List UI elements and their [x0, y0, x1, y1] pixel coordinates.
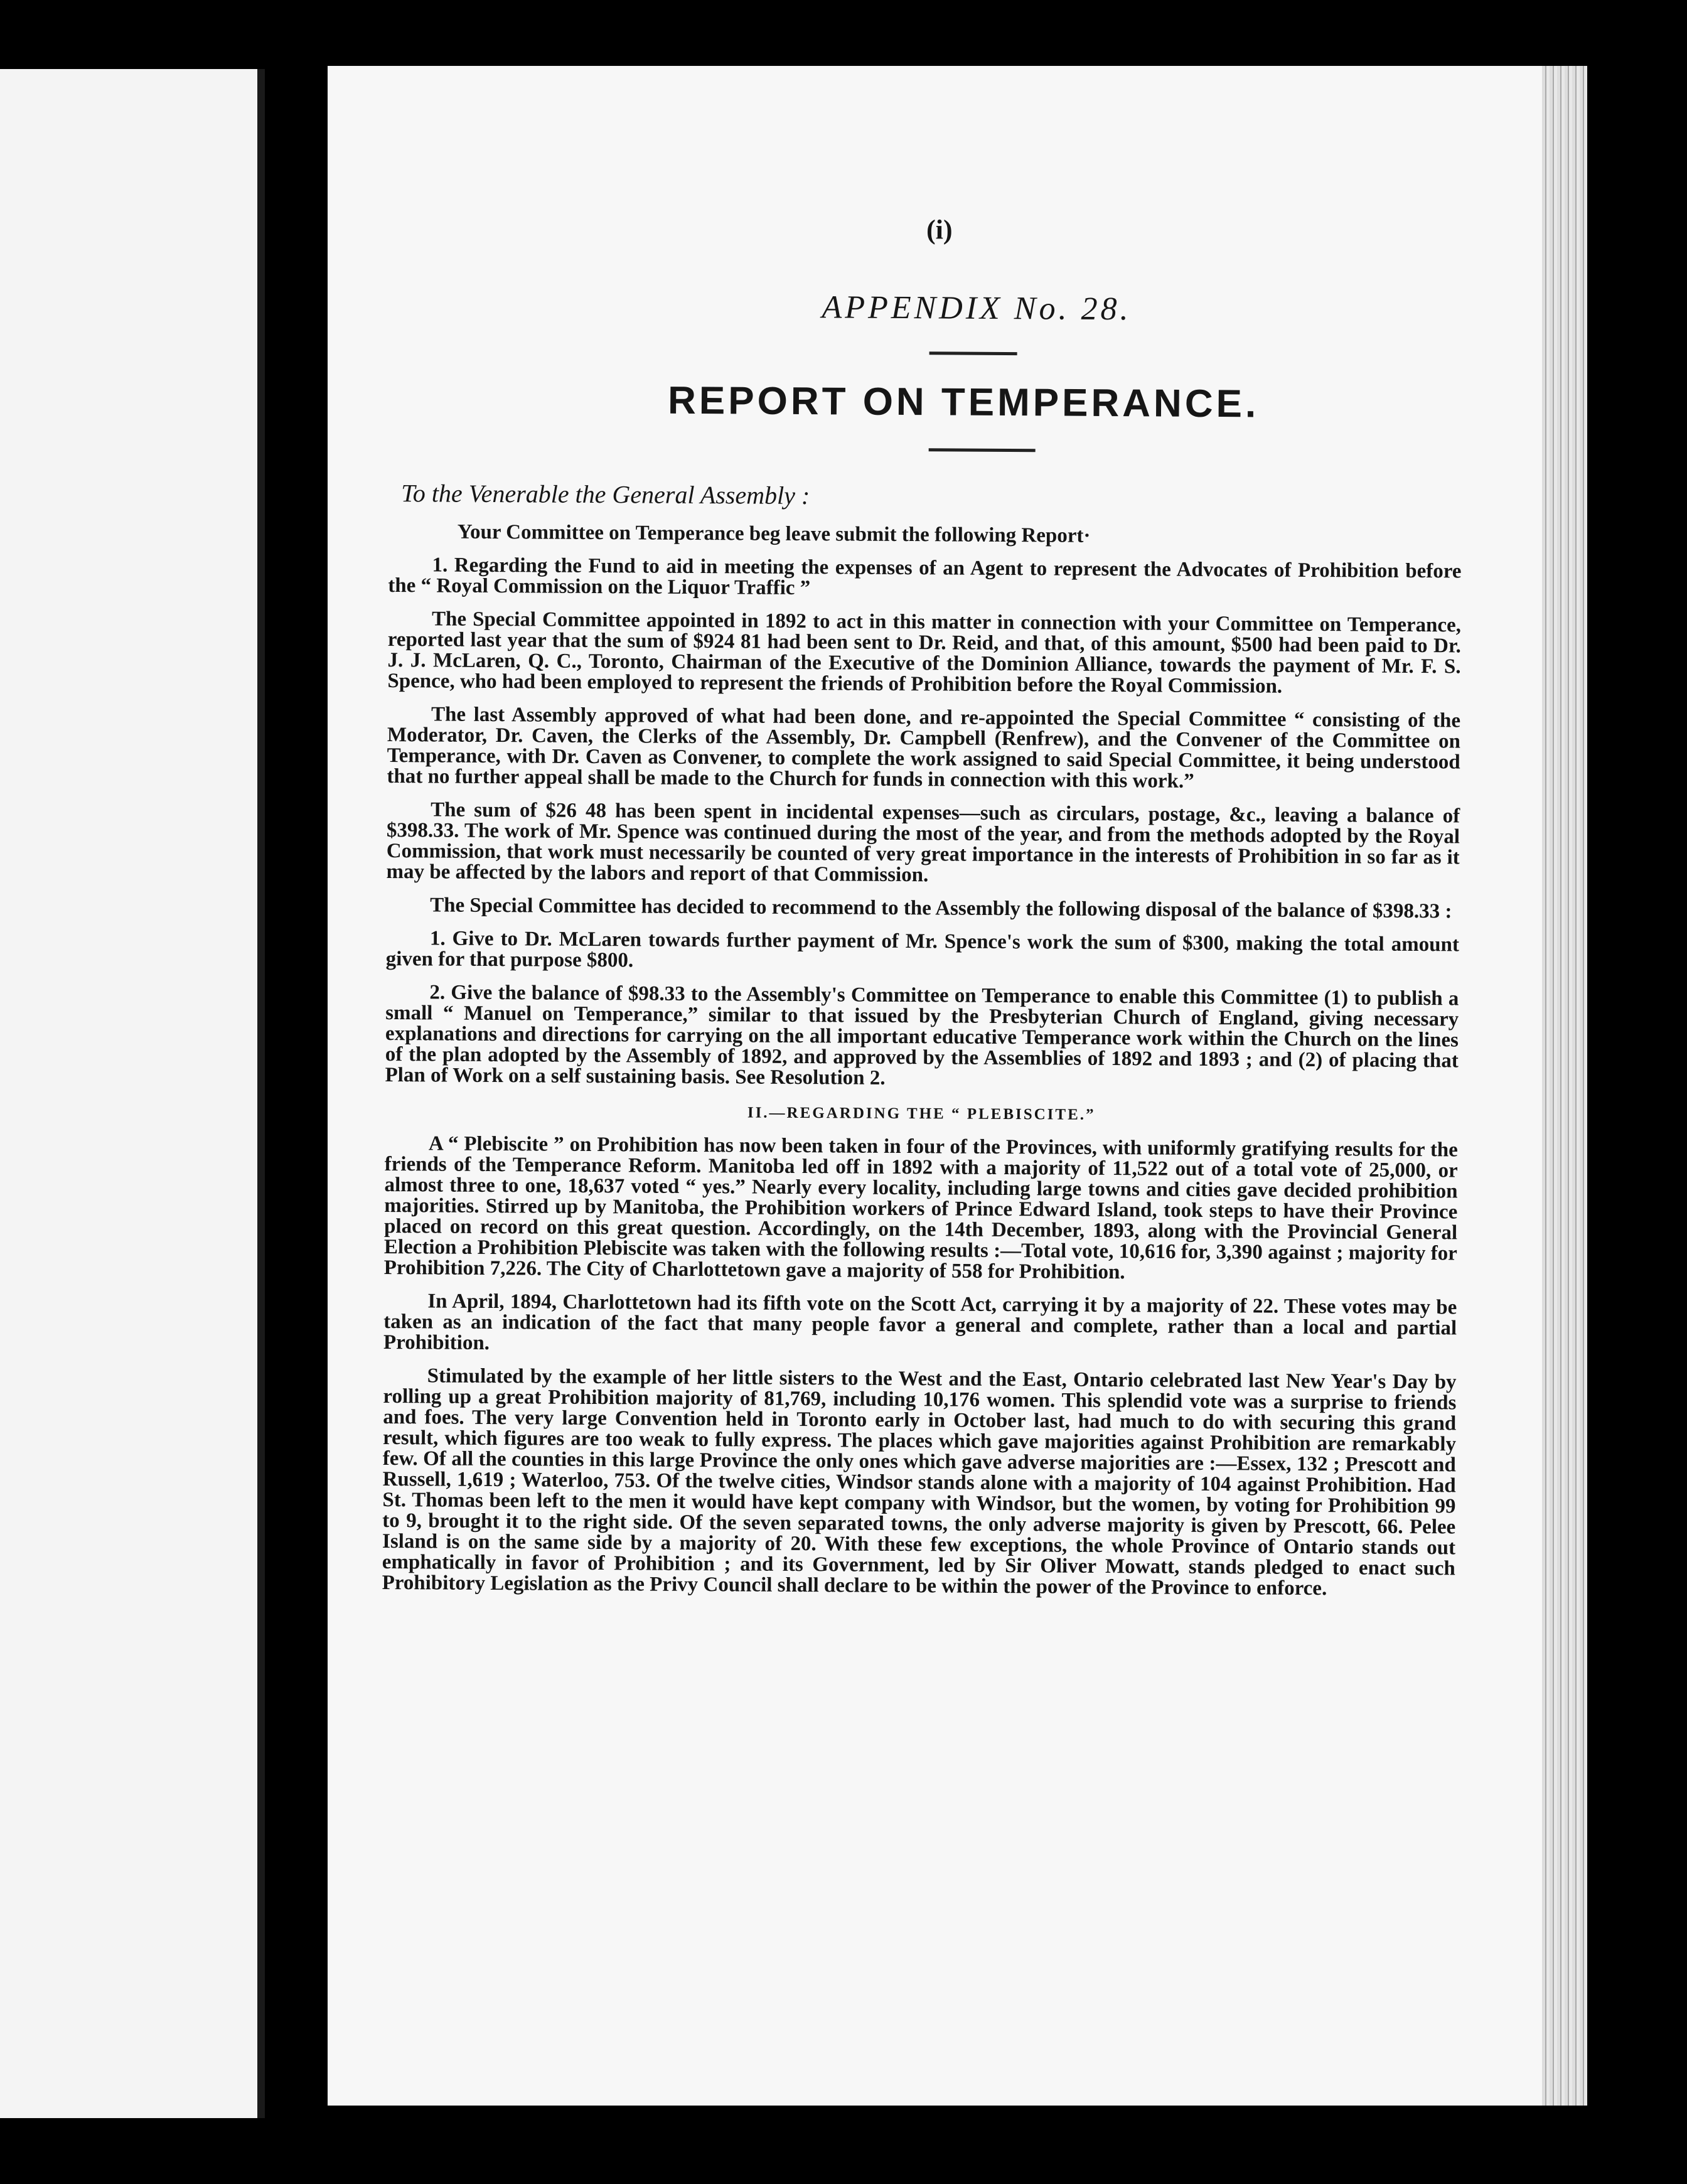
left-page-margin: [0, 69, 257, 2118]
page-content: [382, 210, 1464, 1612]
section-heading: II.—REGARDING THE “ PLEBISCITE.”: [747, 1104, 1096, 1123]
body-paragraph: The sum of $26 48 has been spent in incidental expenses—such as circulars, postage, &c., leaving a balance of $398.33. The work of Mr. Spence was continued during the most of the year, and from the methods adopted by the Royal Commission, that work must necessarily be counted of very great importance in the interests of Prohibition in so far as it may be affected by the labors and report of that Commission.: [386, 798, 1460, 887]
appendix-heading: APPENDIX No. 28.: [822, 289, 1132, 328]
title-rule: [929, 448, 1036, 452]
page-folio: (i): [926, 214, 953, 245]
salutation: To the Venerable the General Assembly :: [401, 479, 810, 510]
document-page: [328, 66, 1542, 2106]
body-paragraph: The Special Committee appointed in 1892 to act in this matter in connection with your Committee on Temperance, reported last year that the sum of $924 81 had been sent to Dr. Reid, and that, of this amount, $500 had been paid to Dr. J. J. McLaren, Q. C., Toronto, Chairman of the Executive of the Dominion Alliance, towards the payment of Mr. F. S. Spence, who had been employed to represent the friends of Prohibition before the Royal Commission.: [387, 608, 1462, 698]
report-title: REPORT ON TEMPERANCE.: [667, 378, 1260, 426]
body-paragraph: The Special Committee has decided to recommend to the Assembly the following disposal of the balance of $398.33 :: [430, 894, 1452, 923]
book-gutter: [257, 69, 265, 2118]
body-paragraph: In April, 1894, Charlottetown had its fifth vote on the Scott Act, carrying it by a majority of 22. These votes may be taken as an indication of the fact that many people favor a general and complete, rather than a local and partial Prohibition.: [383, 1290, 1457, 1354]
heading-rule: [929, 351, 1017, 355]
page-stack-edge: [1542, 66, 1587, 2106]
body-paragraph: 1. Regarding the Fund to aid in meeting the expenses of an Agent to represent the Advocates of Prohibition before the “ Royal Commission on the Liquor Traffic ”: [388, 554, 1462, 600]
body-paragraph: Stimulated by the example of her little sisters to the West and the East, Ontario celebrated last New Year's Day by rolling up a great Prohibition majority of 81,769, including 10,176 women. This splendid vote was a surprise to friends and foes. The very large Convention held in Toronto early in October last, had much to do with securing this grand result, which figures are too weak to fully express. The places which gave majorities against Prohibition are remarkably few. Of all the counties in this large Province the only ones which gave adverse majorities are :—Essex, 132 ; Prescott and Russell, 1,619 ; Waterloo, 753. Of the twelve cities, Windsor stands alone with a majority of 104 against Prohibition. Had St. Thomas been left to the men it would have kept company with Windsor, but the women, by voting for Prohibition 99 to 9, brought it to the right side. Of the seven separated towns, the only adverse majority is given by Prescott, 66. Pelee Island is on the same side by a majority of 20. With these few exceptions, the whole Province of Ontario stands out emphatically in favor of Prohibition ; and its Government, led by Sir Oliver Mowatt, stands pledged to enact such Prohibitory Legislation as the Privy Council shall declare to be within the power of the Province to enforce.: [382, 1364, 1457, 1600]
body-paragraph: 2. Give the balance of $98.33 to the Assembly's Committee on Temperance to enable this Committee (1) to publish a small “ Manuel on Temperance,” similar to that issued by the Presbyterian Church of England, giving necessary explanations and directions for carrying on the all important educative Temperance work within the Church on the lines of the plan adopted by the Assembly of 1892, and approved by the Assemblies of 1892 and 1893 ; and (2) of placing that Plan of Work on a self sustaining basis. See Resolution 2.: [385, 981, 1459, 1089]
body-paragraph: 1. Give to Dr. McLaren towards further payment of Mr. Spence's work the sum of $300, making the total amount given for that purpose $800.: [385, 927, 1459, 972]
body-paragraph: The last Assembly approved of what had been done, and re-appointed the Special Committee “ consisting of the Moderator, Dr. Caven, the Clerks of the Assembly, Dr. Campbell (Renfrew), and the Convener of the Committee on Temperance, with Dr. Caven as Convener, to complete the work assigned to said Special Committee, it being understood that no further appeal shall be made to the Church for funds in connection with this work.”: [387, 703, 1461, 793]
body-paragraph: A “ Plebiscite ” on Prohibition has now been taken in four of the Provinces, with uniformly gratifying results for the friends of the Temperance Reform. Manitoba led off in 1892 with a majority of 11,522 out of a total vote of 25,000, or almost three to one, 18,637 voted “ yes.” Nearly every locality, including large towns and cities gave decided prohibition majorities. Stirred up by Manitoba, the Prohibition workers of Prince Edward Island, took steps to have their Province placed on record on this great question. Accordingly, on the 14th December, 1893, along with the Provincial General Election a Prohibition Plebiscite was taken with the following results :—Total vote, 10,616 for, 3,390 against ; majority for Prohibition 7,226. The City of Charlottetown gave a majority of 558 for Prohibition.: [383, 1132, 1458, 1284]
intro-paragraph: Your Committee on Temperance beg leave submit the following Report·: [457, 520, 1091, 547]
